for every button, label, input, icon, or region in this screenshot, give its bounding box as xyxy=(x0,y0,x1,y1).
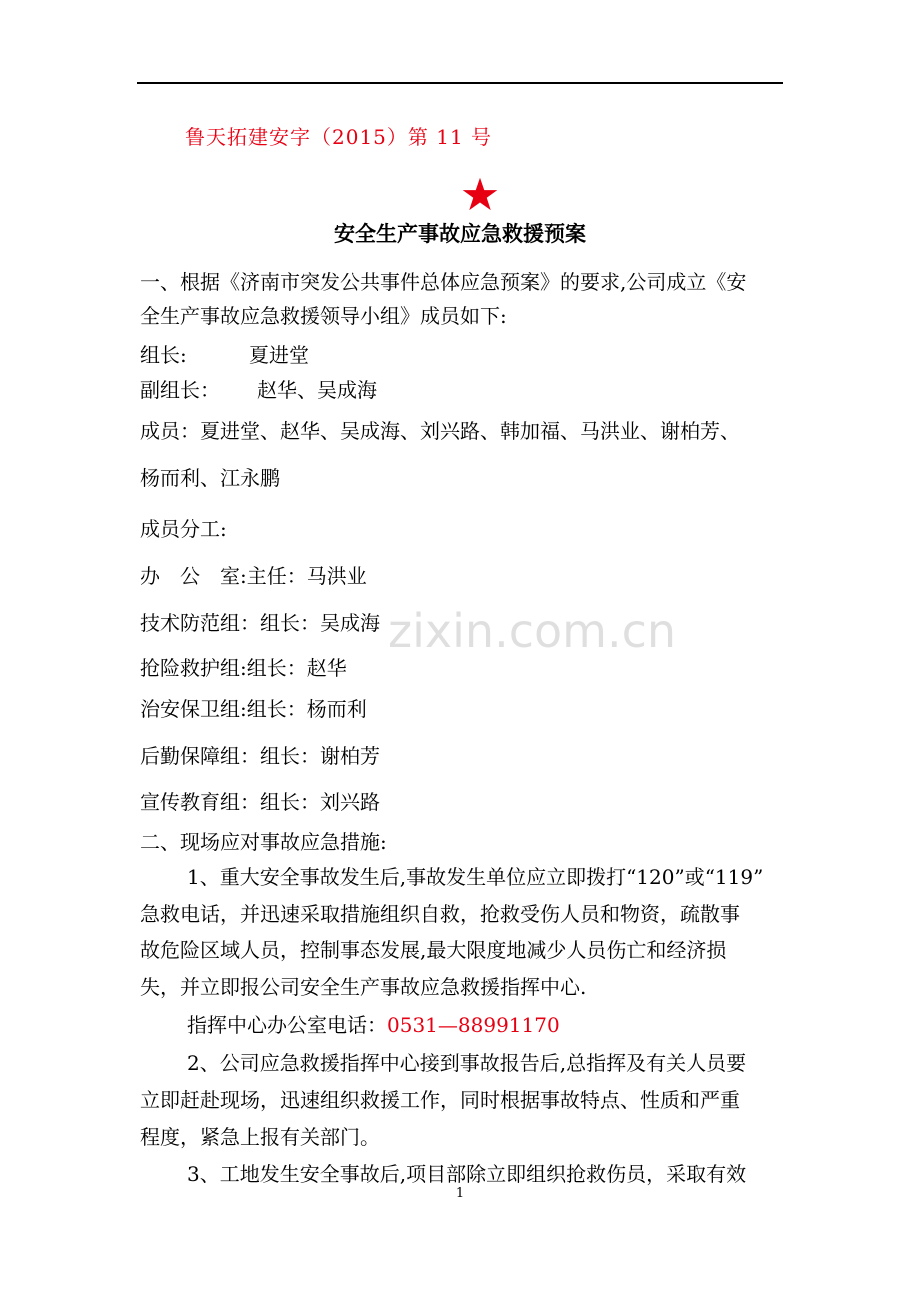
header-rule xyxy=(137,82,783,84)
deputy-label: 副组长： xyxy=(140,378,220,402)
p1-line-4: 失，并立即报公司安全生产事故应急救援指挥中心. xyxy=(140,975,587,999)
p1-line-1: 1、重大安全事故发生后,事故发生单位应立即拨打“120”或“119” xyxy=(187,865,764,889)
division-label: 成员分工: xyxy=(140,517,227,541)
p2-line-2: 立即赶赴现场，迅速组织救援工作，同时根据事故特点、性质和严重 xyxy=(140,1088,740,1112)
p1-line-2: 急救电话，并迅速采取措施组织自救，抢救受伤人员和物资，疏散事 xyxy=(140,902,740,926)
office-group: 办 公 室:主任：马洪业 xyxy=(140,564,367,588)
leader-name: 夏进堂 xyxy=(249,343,309,367)
intro-line-1: 一、根据《济南市突发公共事件总体应急预案》的要求,公司成立《安 xyxy=(140,270,747,294)
tech-group: 技术防范组：组长：吴成海 xyxy=(140,611,380,635)
p2-line-3: 程度，紧急上报有关部门。 xyxy=(140,1125,380,1149)
education-group: 宣传教育组：组长：刘兴路 xyxy=(140,790,380,814)
deputy-names: 赵华、吴成海 xyxy=(257,378,377,402)
phone-number: 0531—88991170 xyxy=(387,1013,560,1037)
phone-label: 指挥中心办公室电话： xyxy=(187,1013,387,1037)
intro-line-2: 全生产事故应急救援领导小组》成员如下: xyxy=(140,304,507,328)
p2-line-1: 2、公司应急救援指挥中心接到事故报告后,总指挥及有关人员要 xyxy=(187,1051,747,1075)
section2-heading: 二、现场应对事故应急措施: xyxy=(140,830,387,854)
document-title: 安全生产事故应急救援预案 xyxy=(334,221,586,246)
p3-line-1: 3、工地发生安全事故后,项目部除立即组织抢救伤员，采取有效 xyxy=(187,1162,747,1186)
page-number: 1 xyxy=(455,1186,465,1201)
members-line-2: 杨而利、江永鹏 xyxy=(140,466,280,490)
members-line-1: 成员：夏进堂、赵华、吴成海、刘兴路、韩加福、马洪业、谢柏芳、 xyxy=(140,419,740,443)
red-star-icon xyxy=(462,177,498,213)
rescue-group: 抢险救护组:组长：赵华 xyxy=(140,656,347,680)
leader-label: 组长: xyxy=(140,343,187,367)
watermark: zixin.com.cn xyxy=(388,604,677,658)
security-group: 治安保卫组:组长：杨而利 xyxy=(140,697,367,721)
p1-line-3: 故危险区域人员，控制事态发展,最大限度地减少人员伤亡和经济损 xyxy=(140,938,727,962)
phone-row xyxy=(187,1012,560,1038)
logistics-group: 后勤保障组：组长：谢柏芳 xyxy=(140,744,380,768)
document-number: 鲁天拓建安字（2015）第 11 号 xyxy=(185,125,493,149)
